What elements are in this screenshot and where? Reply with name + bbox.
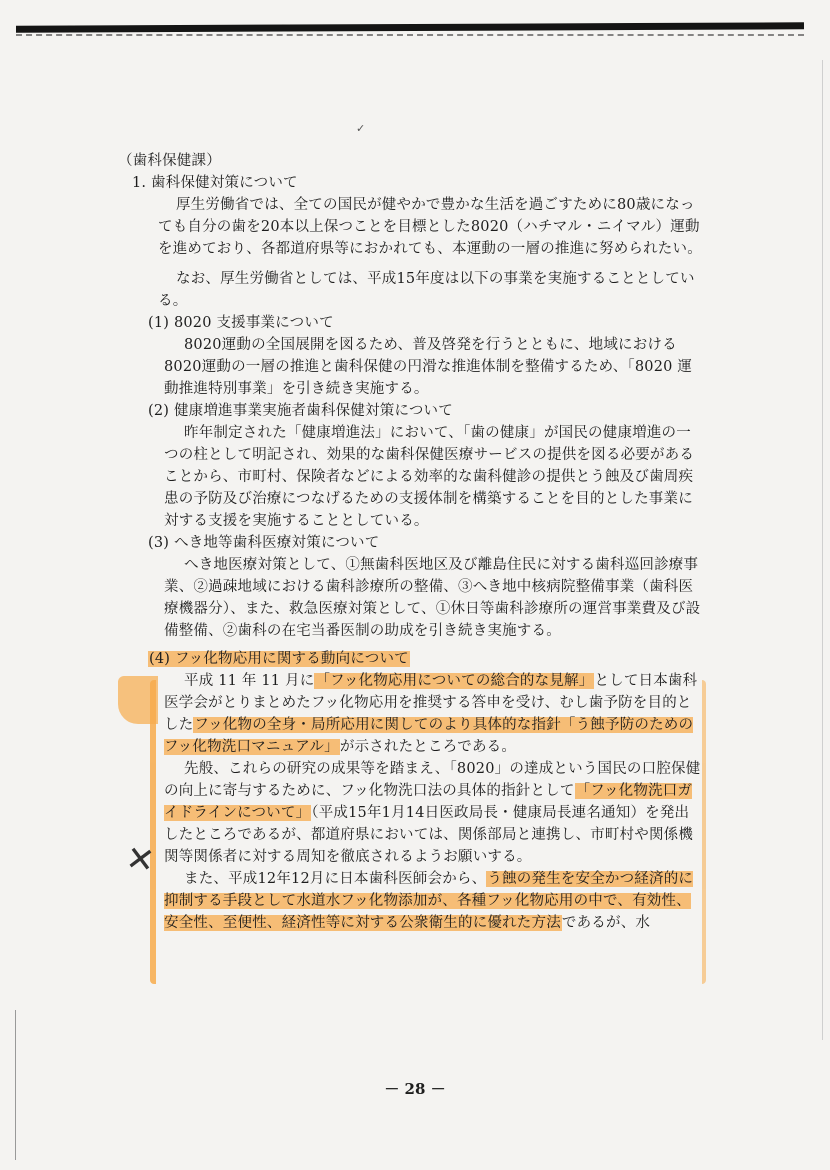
sub4-heading — [118, 648, 703, 670]
section-label: （歯科保健課） — [118, 153, 221, 169]
page-number: － 28 － — [384, 1080, 446, 1098]
scan-top-bar — [16, 22, 804, 32]
sub4-p2-text-a: 先般、これらの研究の成果等を踏まえ、「8020」の達成という国民の口腔保健の向上に寄与するために、フッ化物洗口法の具体的指針として — [164, 761, 701, 799]
sub4-p3-text-a: また、平成12年12月に日本歯科医師会から、 — [184, 871, 487, 887]
sub2-heading: (2) 健康増進事業実施者歯科保健対策について — [148, 403, 453, 419]
sub4-p2-highlight-1: 「フッ化物洗口ガイドラインについて」 — [164, 783, 693, 821]
sub3-body: へき地医療対策として、①無歯科医地区及び離島住民に対する歯科巡回診療事業、②過疎地域における歯科診療所の整備、③へき地中核病院整備事業（歯科医療機器分）、また、救急医療対策として、①休日等歯科診療所の運営事業費及び設備整備、②歯科の在宅当番医制の助成を引き続き実施する。 — [164, 557, 701, 639]
hand-drawn-x-mark: ✕ — [123, 838, 158, 882]
scan-right-edge — [822, 60, 823, 1040]
sub4-heading-highlight: (4) フッ化物応用に関する動向について — [149, 651, 409, 667]
sub4-p1-text-a: 平成 11 年 11 月に — [184, 673, 315, 689]
item1-para2: なお、厚生労働省としては、平成15年度は以下の事業を実施することとしている。 — [158, 271, 695, 309]
sub3-heading: (3) へき地等歯科医療対策について — [148, 535, 380, 551]
document-body — [118, 150, 703, 934]
sub1-heading: (1) 8020 支援事業について — [148, 315, 334, 331]
sub4-p1-text-b: として日本歯科医学会がとりまとめたフッ化物応用を推奨する答申を受け、むし歯予防を目的とした — [164, 673, 698, 733]
item1-para1: 厚生労働省では、全ての国民が健やかで豊かな生活を過ごすために80歳になっても自分の歯を20本以上保つことを目標とした8020（ハチマル・ニイマル）運動を進めており、各都道府県等におかれても、本運動の一層の推進に努められたい。 — [158, 197, 702, 257]
sub4-para2 — [118, 758, 703, 868]
sub4-p1-text-c: が示されたところである。 — [339, 739, 517, 755]
sub1-body: 8020運動の全国展開を図るため、普及啓発を行うとともに、地域における8020運動の一層の推進と歯科保健の円滑な推進体制を整備するため、「8020 運動推進特別事業」を引き続き実施する。 — [164, 337, 693, 397]
sub4-para1 — [118, 670, 703, 758]
sub4-p3-text-b: であるが、水 — [561, 915, 651, 931]
scan-dashed-line — [16, 34, 804, 38]
sub2-body: 昨年制定された「健康増進法」において、「歯の健康」が国民の健康増進の一つの柱として明記され、効果的な歯科保健医療サービスの提供を図る必要があることから、市町村、保険者などによる効率的な歯科健診の提供とう蝕及び歯周疾患の予防及び治療につなげるための支援体制を構築することを目的とした事業に対する支援を実施することとしている。 — [164, 425, 695, 529]
item1-heading: 1. 歯科保健対策について — [132, 175, 298, 191]
sub4-para3 — [118, 868, 703, 934]
sub4-p2-text-b: （平成15年1月14日医政局長・健康局長連名通知）を発出したところであるが、都道府県においては、関係部局と連携し、市町村や関係機関等関係者に対する周知を徹底されるようお願いする。 — [164, 805, 694, 865]
pencil-tick-mark: ✓ — [356, 122, 366, 135]
sub4-p1-highlight-2: フッ化物の全身・局所応用に関してのより具体的な指針「う蝕予防のためのフッ化物洗口マニュアル」 — [164, 717, 694, 755]
sub4-p3-highlight-1: う蝕の発生を安全かつ経済的に抑制する手段として水道水フッ化物添加が、各種フッ化物応用の中で、有効性、安全性、至便性、経済性等に対する公衆衛生的に優れた方法 — [164, 871, 694, 931]
sub4-p1-highlight-1: 「フッ化物応用についての総合的な見解」 — [315, 673, 594, 689]
